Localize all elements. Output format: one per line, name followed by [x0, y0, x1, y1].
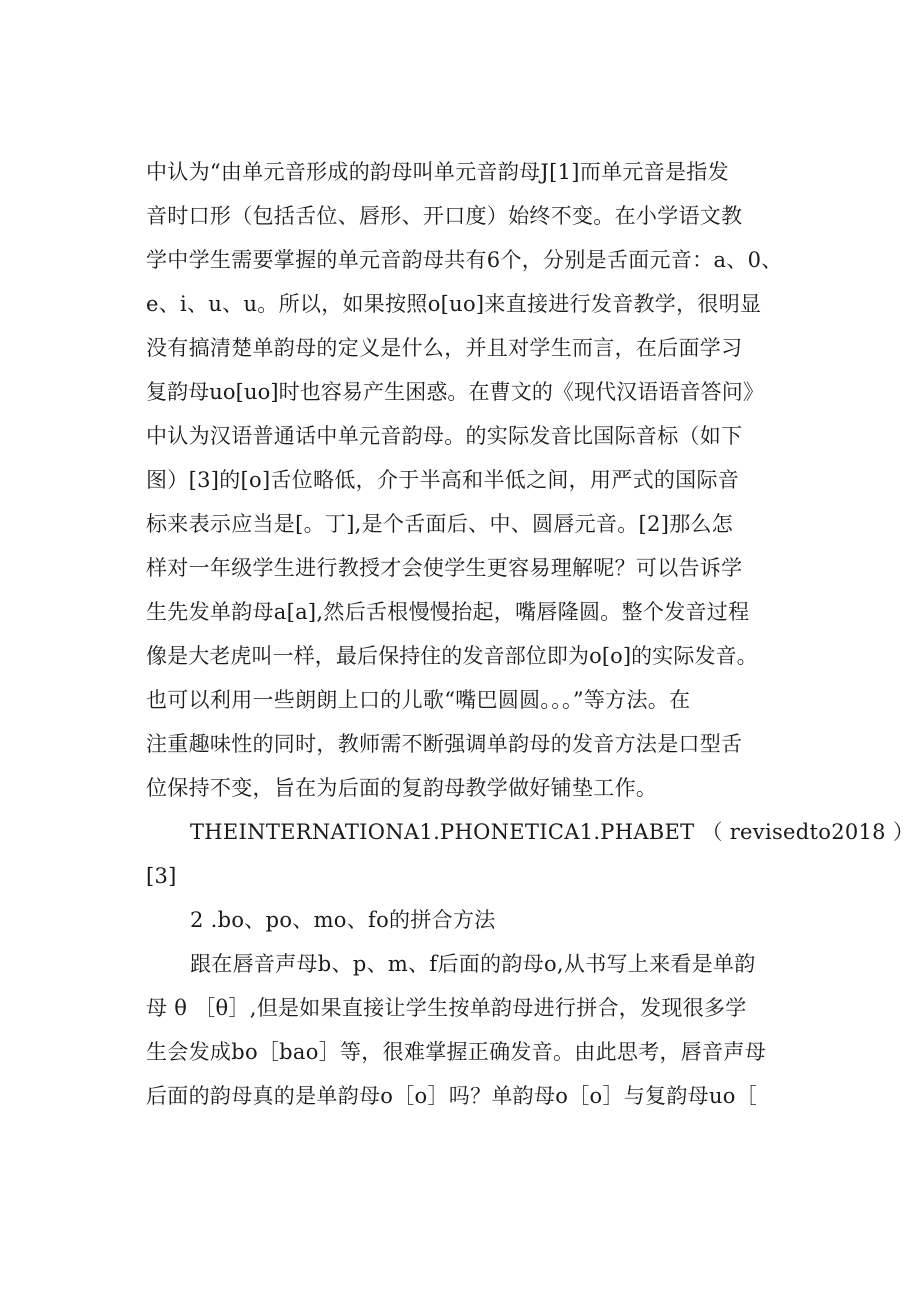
- section-heading: [146, 898, 818, 942]
- text-line: e、i、u、u。所以，如果按照o[uo]来直接进行发音教学，很明显: [146, 292, 762, 316]
- figure-caption: [146, 810, 915, 898]
- text-line: 母 θ ［θ］,但是如果直接让学生按单韵母进行拼合，发现很多学: [146, 996, 747, 1020]
- text-line: 中认为汉语普通话中单元音韵母。的实际发音比国际音标（如下: [146, 424, 743, 448]
- figure-caption-reference: [3]: [146, 864, 177, 888]
- text-line: 标来表示应当是[。丁],是个舌面后、中、圆唇元音。[2]那么怎: [146, 512, 734, 536]
- text-line: 没有搞清楚单韵母的定义是什么，并且对学生而言，在后面学习: [146, 336, 743, 360]
- paragraph: [146, 150, 818, 810]
- text-line: 跟在唇音声母b、p、m、f后面的韵母o,从书写上来看是单韵: [190, 952, 756, 976]
- text-line: 注重趣味性的同时，教师需不断强调单韵母的发音方法是口型舌: [146, 732, 743, 756]
- text-line: 位保持不变，旨在为后面的复韵母教学做好铺垫工作。: [146, 776, 658, 800]
- text-line: 音时口形（包括舌位、唇形、开口度）始终不变。在小学语文教: [146, 204, 743, 228]
- text-line: 样对一年级学生进行教授才会使学生更容易理解呢？可以告诉学: [146, 556, 743, 580]
- section-heading-text: 2 .bo、po、mo、fo的拼合方法: [190, 908, 496, 932]
- text-line: 图）[3]的[o]舌位略低，介于半高和半低之间，用严式的国际音: [146, 468, 740, 492]
- text-line: 像是大老虎叫一样，最后保持住的发音部位即为o[o]的实际发音。: [146, 644, 758, 668]
- text-line: 后面的韵母真的是单韵母o［o］吗？单韵母o［o］与复韵母uo［: [146, 1084, 758, 1108]
- paragraph: [146, 942, 818, 1118]
- text-line: 也可以利用一些朗朗上口的儿歌“嘴巴圆圆。。。”等方法。在: [146, 688, 691, 712]
- body-text: [146, 150, 915, 1118]
- text-line: 学中学生需要掌握的单元音韵母共有6个，分别是舌面元音：a、0、: [146, 248, 783, 272]
- text-line: 生会发成bo［bao］等，很难掌握正确发音。由此思考，唇音声母: [146, 1040, 766, 1064]
- text-line: 复韵母uo[uo]时也容易产生困惑。在曹文的《现代汉语语音答问》: [146, 380, 764, 404]
- figure-caption-line: THEINTERNATIONA1.PHONETICA1.PHABET （ revisedto2018 ）: [190, 820, 915, 844]
- text-line: 中认为“由单元音形成的韵母叫单元音韵母J[1]而单元音是指发: [146, 160, 729, 184]
- text-line: 生先发单韵母a[a],然后舌根慢慢抬起，嘴唇隆圆。整个发音过程: [146, 600, 750, 624]
